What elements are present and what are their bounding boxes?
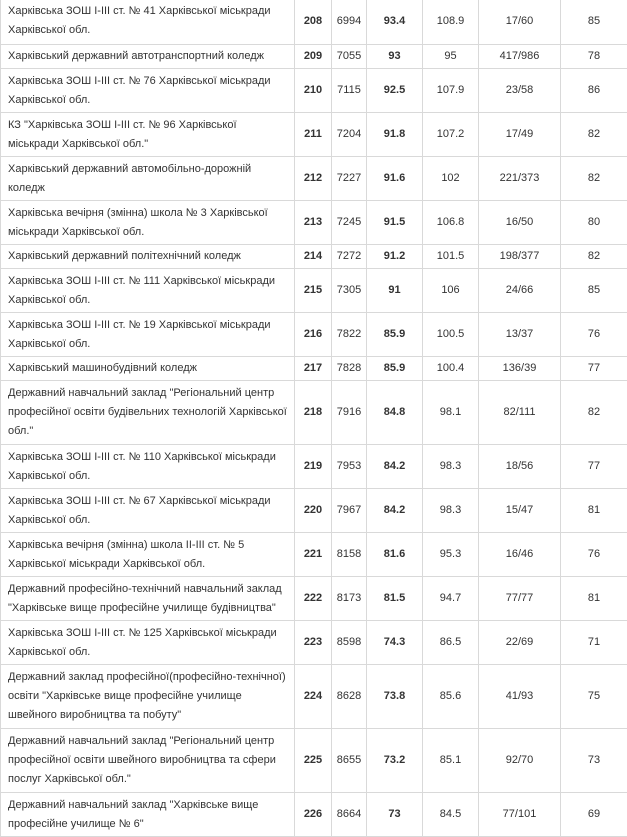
score-cell: 93.4 bbox=[367, 0, 423, 45]
ratio-cell: 16/46 bbox=[479, 533, 561, 577]
last-value-cell: 82 bbox=[561, 157, 627, 201]
table-row bbox=[1, 489, 627, 533]
school-name-cell: Державний заклад професійної(професійно-технічної) освіти "Харківське вище професійне училище швейного виробництва та побуту" bbox=[1, 665, 295, 729]
table-row bbox=[1, 793, 627, 837]
last-value-cell: 76 bbox=[561, 533, 627, 577]
ratio-cell: 221/373 bbox=[479, 157, 561, 201]
ratio-cell: 16/50 bbox=[479, 201, 561, 245]
last-value-cell: 82 bbox=[561, 113, 627, 157]
table-row bbox=[1, 69, 627, 113]
rank-cell: 209 bbox=[295, 45, 332, 69]
id-cell: 6994 bbox=[332, 0, 367, 45]
id-cell: 7916 bbox=[332, 381, 367, 445]
school-name-cell: Харківська ЗОШ І-ІІІ ст. № 41 Харківської міськради Харківської обл. bbox=[1, 0, 295, 45]
weighted-score-cell: 100.5 bbox=[423, 313, 479, 357]
ratio-cell: 13/37 bbox=[479, 313, 561, 357]
id-cell: 8158 bbox=[332, 533, 367, 577]
last-value-cell: 78 bbox=[561, 45, 627, 69]
school-name-cell: Харківська ЗОШ І-ІІІ ст. № 111 Харківської міськради Харківської обл. bbox=[1, 269, 295, 313]
weighted-score-cell: 101.5 bbox=[423, 245, 479, 269]
table-row bbox=[1, 245, 627, 269]
last-value-cell: 77 bbox=[561, 357, 627, 381]
school-name-cell: Державний навчальний заклад "Харківське вище професійне училище № 6" bbox=[1, 793, 295, 837]
rank-cell: 214 bbox=[295, 245, 332, 269]
id-cell: 8628 bbox=[332, 665, 367, 729]
id-cell: 8655 bbox=[332, 729, 367, 793]
weighted-score-cell: 106.8 bbox=[423, 201, 479, 245]
score-cell: 81.6 bbox=[367, 533, 423, 577]
id-cell: 7967 bbox=[332, 489, 367, 533]
ratio-cell: 24/66 bbox=[479, 269, 561, 313]
rank-cell: 219 bbox=[295, 445, 332, 489]
last-value-cell: 82 bbox=[561, 245, 627, 269]
ratio-cell: 417/986 bbox=[479, 45, 561, 69]
school-name-cell: КЗ "Харківська ЗОШ І-ІІІ ст. № 96 Харківської міськради Харківської обл." bbox=[1, 113, 295, 157]
ratio-cell: 22/69 bbox=[479, 621, 561, 665]
weighted-score-cell: 85.1 bbox=[423, 729, 479, 793]
ratio-cell: 17/49 bbox=[479, 113, 561, 157]
weighted-score-cell: 98.3 bbox=[423, 445, 479, 489]
weighted-score-cell: 84.5 bbox=[423, 793, 479, 837]
last-value-cell: 85 bbox=[561, 0, 627, 45]
school-name-cell: Харківський машинобудівний коледж bbox=[1, 357, 295, 381]
rank-cell: 210 bbox=[295, 69, 332, 113]
weighted-score-cell: 108.9 bbox=[423, 0, 479, 45]
ratio-cell: 41/93 bbox=[479, 665, 561, 729]
weighted-score-cell: 107.2 bbox=[423, 113, 479, 157]
school-name-cell: Харківська ЗОШ І-ІІІ ст. № 125 Харківської міськради Харківської обл. bbox=[1, 621, 295, 665]
ratio-cell: 17/60 bbox=[479, 0, 561, 45]
id-cell: 8173 bbox=[332, 577, 367, 621]
score-cell: 91.5 bbox=[367, 201, 423, 245]
ratio-cell: 198/377 bbox=[479, 245, 561, 269]
last-value-cell: 75 bbox=[561, 665, 627, 729]
last-value-cell: 77 bbox=[561, 445, 627, 489]
weighted-score-cell: 100.4 bbox=[423, 357, 479, 381]
last-value-cell: 73 bbox=[561, 729, 627, 793]
rank-cell: 224 bbox=[295, 665, 332, 729]
weighted-score-cell: 98.3 bbox=[423, 489, 479, 533]
last-value-cell: 86 bbox=[561, 69, 627, 113]
rank-cell: 216 bbox=[295, 313, 332, 357]
rank-cell: 218 bbox=[295, 381, 332, 445]
weighted-score-cell: 107.9 bbox=[423, 69, 479, 113]
school-name-cell: Харківська вечірня (змінна) школа № 3 Харківської міськради Харківської обл. bbox=[1, 201, 295, 245]
last-value-cell: 71 bbox=[561, 621, 627, 665]
table-row bbox=[1, 313, 627, 357]
rank-cell: 208 bbox=[295, 0, 332, 45]
table-row bbox=[1, 381, 627, 445]
id-cell: 7953 bbox=[332, 445, 367, 489]
score-cell: 84.2 bbox=[367, 489, 423, 533]
ratio-cell: 92/70 bbox=[479, 729, 561, 793]
table-row bbox=[1, 445, 627, 489]
ratio-cell: 18/56 bbox=[479, 445, 561, 489]
school-name-cell: Харківська ЗОШ І-ІІІ ст. № 76 Харківської міськради Харківської обл. bbox=[1, 69, 295, 113]
rank-cell: 213 bbox=[295, 201, 332, 245]
ratio-cell: 23/58 bbox=[479, 69, 561, 113]
score-cell: 91 bbox=[367, 269, 423, 313]
rank-cell: 212 bbox=[295, 157, 332, 201]
score-cell: 92.5 bbox=[367, 69, 423, 113]
table-row bbox=[1, 621, 627, 665]
last-value-cell: 81 bbox=[561, 577, 627, 621]
score-cell: 91.6 bbox=[367, 157, 423, 201]
score-cell: 74.3 bbox=[367, 621, 423, 665]
school-name-cell: Державний професійно-технічний навчальний заклад "Харківське вище професійне училище будівництва" bbox=[1, 577, 295, 621]
weighted-score-cell: 106 bbox=[423, 269, 479, 313]
rank-cell: 222 bbox=[295, 577, 332, 621]
score-cell: 85.9 bbox=[367, 357, 423, 381]
weighted-score-cell: 102 bbox=[423, 157, 479, 201]
ratio-cell: 15/47 bbox=[479, 489, 561, 533]
rank-cell: 211 bbox=[295, 113, 332, 157]
id-cell: 8598 bbox=[332, 621, 367, 665]
school-name-cell: Харківська ЗОШ І-ІІІ ст. № 19 Харківської міськради Харківської обл. bbox=[1, 313, 295, 357]
weighted-score-cell: 95.3 bbox=[423, 533, 479, 577]
id-cell: 7055 bbox=[332, 45, 367, 69]
weighted-score-cell: 95 bbox=[423, 45, 479, 69]
score-cell: 81.5 bbox=[367, 577, 423, 621]
last-value-cell: 85 bbox=[561, 269, 627, 313]
id-cell: 7822 bbox=[332, 313, 367, 357]
weighted-score-cell: 98.1 bbox=[423, 381, 479, 445]
id-cell: 7245 bbox=[332, 201, 367, 245]
last-value-cell: 76 bbox=[561, 313, 627, 357]
last-value-cell: 82 bbox=[561, 381, 627, 445]
school-name-cell: Державний навчальний заклад "Регіональний центр професійної освіти швейного виробництва та сфери послуг Харківської обл." bbox=[1, 729, 295, 793]
school-name-cell: Харківський державний автомобільно-дорожній коледж bbox=[1, 157, 295, 201]
id-cell: 7272 bbox=[332, 245, 367, 269]
score-cell: 93 bbox=[367, 45, 423, 69]
rank-cell: 226 bbox=[295, 793, 332, 837]
school-name-cell: Харківська ЗОШ І-ІІІ ст. № 67 Харківської міськради Харківської обл. bbox=[1, 489, 295, 533]
table-row bbox=[1, 0, 627, 45]
table-row bbox=[1, 269, 627, 313]
score-cell: 85.9 bbox=[367, 313, 423, 357]
rank-cell: 225 bbox=[295, 729, 332, 793]
id-cell: 7227 bbox=[332, 157, 367, 201]
last-value-cell: 81 bbox=[561, 489, 627, 533]
id-cell: 7204 bbox=[332, 113, 367, 157]
table-row bbox=[1, 357, 627, 381]
rank-cell: 221 bbox=[295, 533, 332, 577]
table-row bbox=[1, 577, 627, 621]
weighted-score-cell: 94.7 bbox=[423, 577, 479, 621]
score-cell: 84.8 bbox=[367, 381, 423, 445]
table-row bbox=[1, 533, 627, 577]
id-cell: 7115 bbox=[332, 69, 367, 113]
school-name-cell: Харківський державний політехнічний коледж bbox=[1, 245, 295, 269]
id-cell: 7828 bbox=[332, 357, 367, 381]
school-name-cell: Харківська ЗОШ І-ІІІ ст. № 110 Харківської міськради Харківської обл. bbox=[1, 445, 295, 489]
table-row bbox=[1, 729, 627, 793]
table-row bbox=[1, 45, 627, 69]
ratio-cell: 77/77 bbox=[479, 577, 561, 621]
rank-cell: 220 bbox=[295, 489, 332, 533]
score-cell: 73.8 bbox=[367, 665, 423, 729]
school-name-cell: Харківська вечірня (змінна) школа ІІ-ІІІ ст. № 5 Харківської міськради Харківської обл. bbox=[1, 533, 295, 577]
score-cell: 91.2 bbox=[367, 245, 423, 269]
id-cell: 8664 bbox=[332, 793, 367, 837]
ratio-cell: 136/39 bbox=[479, 357, 561, 381]
score-cell: 84.2 bbox=[367, 445, 423, 489]
school-name-cell: Харківський державний автотранспортний коледж bbox=[1, 45, 295, 69]
last-value-cell: 69 bbox=[561, 793, 627, 837]
table-row bbox=[1, 113, 627, 157]
table-row bbox=[1, 157, 627, 201]
rank-cell: 223 bbox=[295, 621, 332, 665]
weighted-score-cell: 86.5 bbox=[423, 621, 479, 665]
score-cell: 91.8 bbox=[367, 113, 423, 157]
table-row bbox=[1, 665, 627, 729]
rank-cell: 217 bbox=[295, 357, 332, 381]
ratio-cell: 82/111 bbox=[479, 381, 561, 445]
id-cell: 7305 bbox=[332, 269, 367, 313]
ratio-cell: 77/101 bbox=[479, 793, 561, 837]
weighted-score-cell: 85.6 bbox=[423, 665, 479, 729]
rank-cell: 215 bbox=[295, 269, 332, 313]
score-cell: 73 bbox=[367, 793, 423, 837]
last-value-cell: 80 bbox=[561, 201, 627, 245]
score-cell: 73.2 bbox=[367, 729, 423, 793]
school-name-cell: Державний навчальний заклад "Регіональний центр професійної освіти будівельних технологій Харківської обл." bbox=[1, 381, 295, 445]
table-row bbox=[1, 201, 627, 245]
